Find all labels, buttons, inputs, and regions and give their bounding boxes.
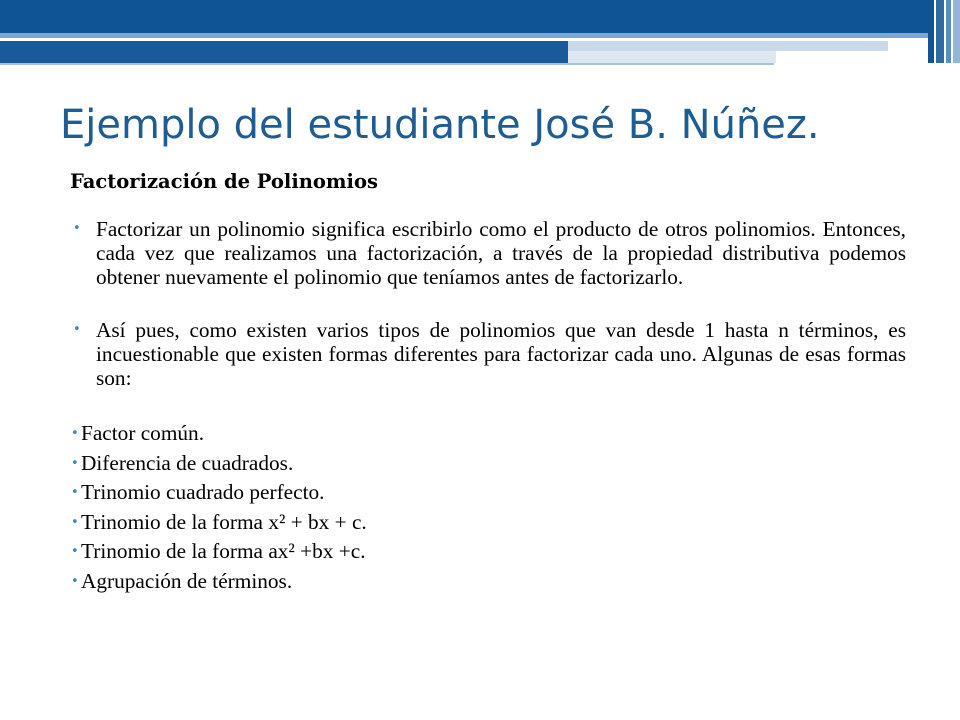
bullet-icon: • — [71, 485, 79, 500]
header-lower-bar — [0, 41, 568, 63]
slide-title: Ejemplo del estudiante José B. Núñez. — [60, 102, 820, 148]
header-stripe — [953, 0, 960, 63]
list-item-label: Trinomio de la forma x² + bx + c. — [81, 509, 367, 534]
list-item — [70, 508, 906, 538]
slide-body — [70, 170, 906, 596]
list-item — [70, 449, 906, 479]
list-item — [70, 478, 906, 508]
bullet-icon: • — [71, 455, 79, 471]
bullet-icon: • — [71, 514, 79, 530]
list-item-label: Trinomio cuadrado perfecto. — [81, 480, 325, 504]
list-item-label: Diferencia de cuadrados. — [81, 450, 294, 475]
list-item-label: Trinomio de la forma ax² +bx +c. — [81, 539, 366, 563]
list-item — [70, 419, 906, 449]
header-lower-light-bar-2 — [568, 51, 776, 63]
header-lower-light-bar — [568, 41, 888, 51]
list-item — [70, 567, 906, 597]
list-item-label: Factor común. — [81, 421, 205, 445]
bullet-icon: • — [71, 573, 79, 589]
section-subtitle: Factorización de Polinomios — [70, 170, 378, 193]
paragraph-definition — [70, 217, 906, 289]
header-stripe — [936, 0, 944, 63]
paragraph-text: Factorizar un polinomio significa escribirlo como el producto de otros polinomios. Entonces, cada vez que realizamos una factorización, a través de la propiedad distributiva podemos obtener nuevamente el polinomio que teníamos antes de factorizarlo. — [96, 217, 906, 289]
list-item — [70, 537, 906, 567]
paragraph-types — [70, 318, 906, 390]
paragraph-text: Así pues, como existen varios tipos de polinomios que van desde 1 hasta n términos, es incuestionable que existen formas diferentes para factorizar cada uno. Algunas de esas formas son: — [96, 318, 906, 390]
factorization-methods-list — [70, 419, 906, 596]
bullet-icon: • — [71, 426, 79, 441]
header-divider-line — [0, 63, 774, 65]
list-item-label: Agrupación de términos. — [81, 568, 293, 593]
bullet-icon: • — [71, 544, 79, 559]
bullet-icon: • — [73, 322, 81, 337]
header-bar — [0, 0, 928, 33]
bullet-icon: • — [73, 221, 81, 236]
